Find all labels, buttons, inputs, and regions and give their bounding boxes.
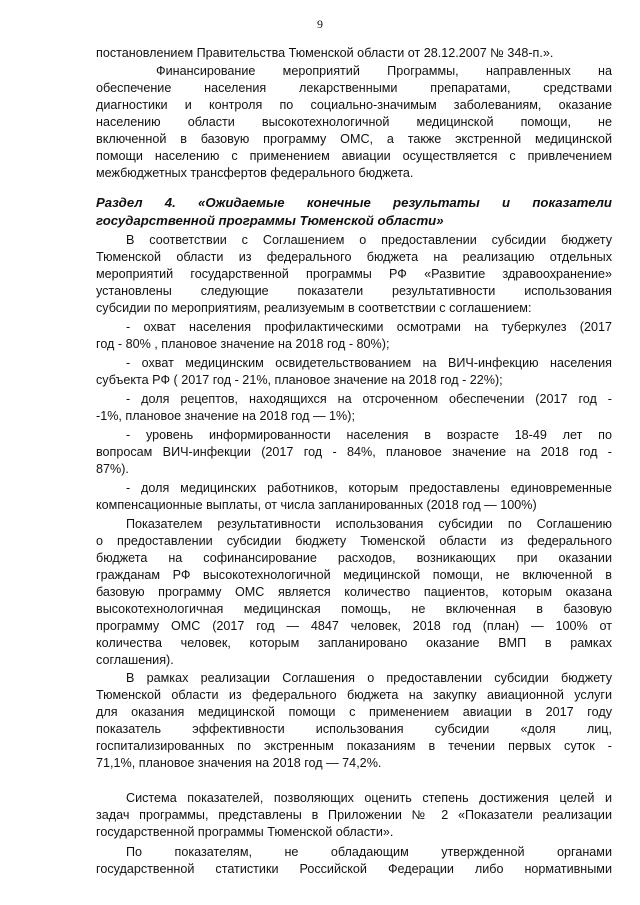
- text-line: для оказания медицинской помощи с применением авиации в 2017 году: [96, 705, 612, 719]
- text-line: гражданам РФ высокотехнологичной медицинской помощи, не включенной в: [96, 568, 612, 582]
- list-item: - доля медицинских работников, которым предоставлены единовременные: [126, 481, 612, 495]
- text-line: Тюменской области из федерального бюджета на закупку авиационной услуги: [96, 688, 612, 702]
- list-item: -1%, плановое значение на 2018 год — 1%);: [96, 409, 355, 423]
- text-line: Тюменской области из федерального бюджета на реализацию отдельных: [96, 250, 612, 264]
- list-item: год - 80% , плановое значение на 2018 год - 80%);: [96, 337, 390, 351]
- list-item: 87%).: [96, 462, 129, 476]
- text-line: мероприятий государственной программы РФ «Развитие здравоохранение»: [96, 267, 612, 281]
- text-line: Система показателей, позволяющих оценить степень достижения целей и: [126, 791, 612, 805]
- text-line: субсидии по мероприятиям, реализуемым в соответствии с соглашением:: [96, 301, 532, 315]
- list-item: субъекта РФ ( 2017 год - 21%, плановое значение на 2018 год - 22%);: [96, 373, 503, 387]
- list-item: - охват медицинским освидетельствованием на ВИЧ-инфекцию населения: [126, 356, 612, 370]
- text-line: базовую программу ОМС является количество пациентов, которым оказана: [96, 585, 612, 599]
- text-line: госпитализированных по экстренным показаниям в течении первых суток -: [96, 739, 612, 753]
- text-line: задач программы, представлены в Приложении № 2 «Показатели реализации: [96, 808, 612, 822]
- list-item: - уровень информированности населения в возрасте 18-49 лет по: [126, 428, 612, 442]
- text-line: межбюджетных трансфертов федерального бюджета.: [96, 166, 414, 180]
- list-item: - охват населения профилактическими осмотрами на туберкулез (2017: [126, 320, 612, 334]
- section-heading: государственной программы Тюменской области»: [96, 213, 444, 228]
- text-line: о предоставлении субсидии бюджету Тюменской области из федерального: [96, 534, 612, 548]
- text-line: включенной в базовую программу ОМС, а также экстренной медицинской: [96, 132, 612, 146]
- text-line: бюджета на софинансирование расходов, возникающих при оказании: [96, 551, 612, 565]
- text-line: государственной статистики Российской Федерации либо нормативными: [96, 862, 612, 876]
- list-item: компенсационные выплаты, от числа запланированных (2018 год — 100%): [96, 498, 537, 512]
- section-heading: Раздел 4. «Ожидаемые конечные результаты и показатели: [96, 195, 612, 210]
- text-line: количества человек, которым запланировано оказание ВМП в рамках: [96, 636, 612, 650]
- text-line: установлены следующие показатели результативности использования: [96, 284, 612, 298]
- list-item: вопросам ВИЧ-инфекции (2017 год - 84%, плановое значение на 2018 год -: [96, 445, 612, 459]
- text-line: обеспечение населения лекарственными препаратами, средствами: [96, 81, 612, 95]
- text-line: соглашения).: [96, 653, 174, 667]
- list-item: - доля рецептов, находящихся на отсроченном обеспечении (2017 год -: [126, 392, 612, 406]
- text-line: Показателем результативности использования субсидии по Соглашению: [126, 517, 612, 531]
- text-line: населению области высокотехнологичной медицинской помощи, не: [96, 115, 612, 129]
- text-line: 71,1%, плановое значения на 2018 год — 74,2%.: [96, 756, 382, 770]
- text-line: В соответствии с Соглашением о предоставлении субсидии бюджету: [126, 233, 612, 247]
- text-line: Финансирование мероприятий Программы, направленных на: [156, 64, 612, 78]
- text-line: постановлением Правительства Тюменской области от 28.12.2007 № 348-п.».: [96, 46, 554, 60]
- text-line: высокотехнологичная медицинская помощь, не включенная в базовую: [96, 602, 612, 616]
- text-line: программу ОМС (2017 год — 4847 человек, 2018 год (план) — 100% от: [96, 619, 612, 633]
- text-line: В рамках реализации Соглашения о предоставлении субсидии бюджету: [126, 671, 612, 685]
- page-number: 9: [317, 17, 323, 31]
- text-line: государственной программы Тюменской области».: [96, 825, 394, 839]
- text-line: диагностики и контроля по социально-значимым заболеваниям, оказание: [96, 98, 612, 112]
- text-line: По показателям, не обладающим утвержденной органами: [126, 845, 612, 859]
- text-line: помощи населению с применением авиации осуществляется с привлечением: [96, 149, 612, 163]
- text-line: показатель эффективности использования субсидии «доля лиц,: [96, 722, 612, 736]
